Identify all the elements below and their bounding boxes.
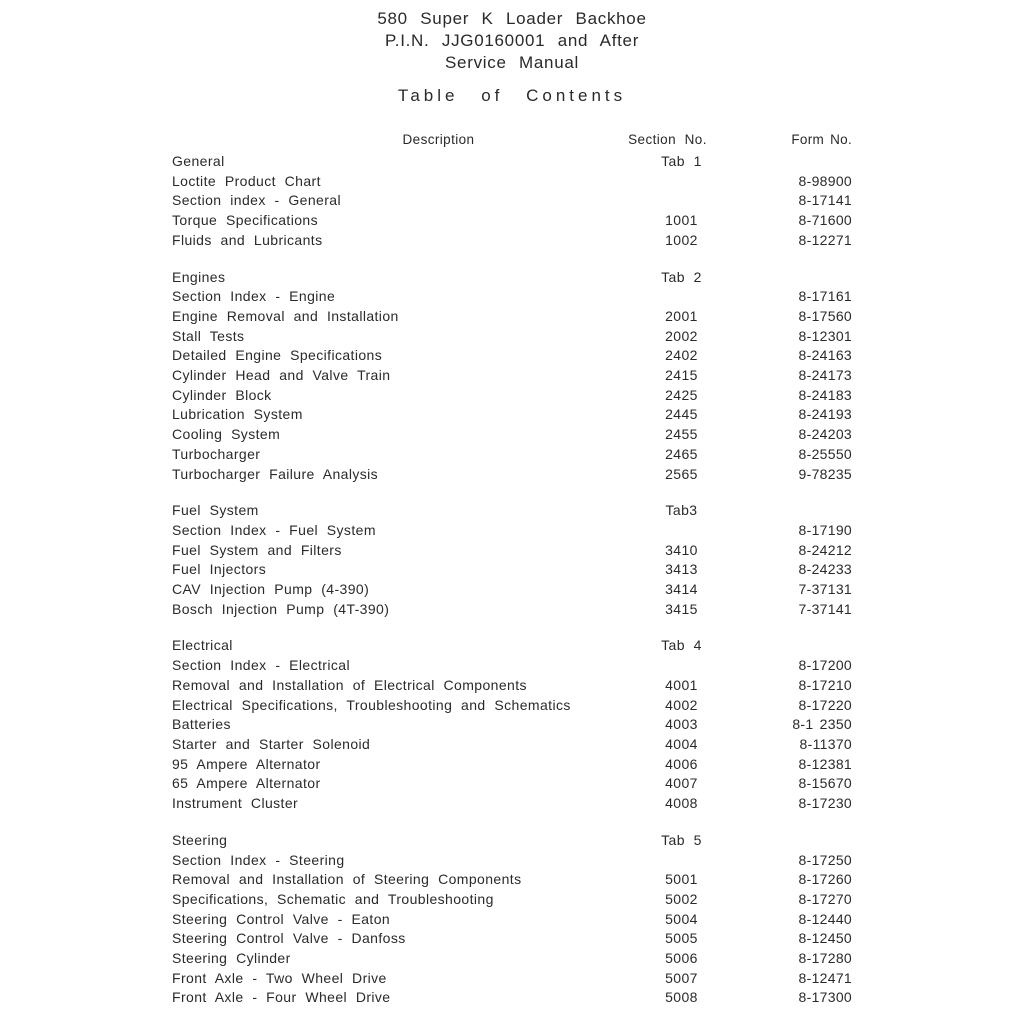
toc-entry-row: [172, 172, 852, 192]
toc-entry-row-description: Stall Tests: [172, 327, 245, 344]
toc-entry-row-form-no: 8-24173: [798, 367, 852, 384]
toc-entry-row: [172, 425, 852, 445]
toc-entry-row: [172, 774, 852, 794]
toc-entry-row: [172, 465, 852, 485]
toc-entry-row-description: Section Index - Steering: [172, 851, 345, 868]
toc-entry-row-description: Section Index - Fuel System: [172, 521, 376, 538]
toc-entry-row-description: Specifications, Schematic and Troubleshooting: [172, 890, 494, 907]
toc-column-headers: [172, 130, 852, 152]
toc-entry-row-description: Removal and Installation of Steering Components: [172, 871, 522, 888]
toc-entry-row-form-no: 8-12471: [798, 969, 852, 986]
toc-entry-row: [172, 735, 852, 755]
toc-entry-row-section-no: 2002: [665, 327, 698, 344]
toc-entry-row-description: Instrument Cluster: [172, 795, 299, 812]
toc-entry-row: [172, 327, 852, 347]
toc-entry-row-section-no: [610, 172, 725, 192]
toc-entry-row-description: 95 Ampere Alternator: [172, 755, 321, 772]
toc-entry-row-section-no: 5007: [665, 969, 698, 986]
column-header-section-no: Section No.: [628, 132, 707, 147]
toc-entry-row: [172, 211, 852, 231]
section-header-row: [172, 152, 852, 172]
section-header-row-section-no: Tab3: [665, 502, 698, 519]
toc-entry-row-section-no: 4004: [665, 735, 698, 752]
column-header-form-no: Form No.: [791, 132, 852, 147]
toc-entry-row-form-no: 8-17560: [798, 307, 852, 324]
toc-entry-row-section-no: 2415: [665, 367, 698, 384]
toc-entry-row-section-no: 5005: [665, 930, 698, 947]
toc-entry-row: [172, 870, 852, 890]
toc-entry-row: [172, 715, 852, 735]
toc-entry-row-section-no: 5004: [665, 910, 698, 927]
toc-entry-row-section-no: 2565: [665, 465, 698, 482]
toc-entry-row-description: Lubrication System: [172, 406, 303, 423]
toc-entry-row-form-no: 8-17300: [798, 989, 852, 1006]
toc-entry-row-form-no: 8-12381: [798, 755, 852, 772]
section-header-row-form-no: [725, 636, 852, 656]
section-header-row-description: General: [172, 153, 225, 169]
toc-table-body: [172, 152, 852, 1008]
doc-title-line-3: Service Manual: [445, 53, 579, 72]
section-header-row: [172, 636, 852, 656]
toc-entry-row-section-no: 4002: [665, 696, 698, 713]
toc-entry-row-section-no: [610, 521, 725, 541]
toc-entry-row-section-no: 3413: [665, 561, 698, 578]
toc-entry-row-section-no: 4008: [665, 795, 698, 812]
toc-entry-row-form-no: 8-11370: [799, 735, 852, 752]
toc-entry-row-section-no: [610, 851, 725, 871]
toc-entry-row: [172, 890, 852, 910]
toc-entry-row-description: Engine Removal and Installation: [172, 307, 399, 324]
section-header-row-form-no: [725, 501, 852, 521]
toc-entry-row-section-no: 2465: [665, 445, 698, 462]
section-header-row: [172, 501, 852, 521]
toc-entry-row-form-no: 8-17230: [798, 795, 852, 812]
toc-entry-row-form-no: 8-1 2350: [792, 716, 852, 733]
toc-entry-row-description: Cylinder Block: [172, 386, 272, 403]
toc-entry-row-form-no: 8-24212: [798, 541, 852, 558]
toc-entry-row-form-no: 7-37131: [798, 581, 852, 598]
section-header-row-form-no: [725, 831, 852, 851]
toc-entry-row-description: Steering Control Valve - Danfoss: [172, 930, 406, 947]
toc-entry-row-section-no: 4003: [665, 716, 698, 733]
toc-entry-row: [172, 656, 852, 676]
toc-entry-row-section-no: 4001: [665, 676, 698, 693]
section-header-row-section-no: Tab 5: [661, 831, 702, 848]
toc-entry-row: [172, 405, 852, 425]
toc-entry-row-section-no: 2455: [665, 426, 698, 443]
toc-entry-row-form-no: 8-17280: [798, 950, 852, 967]
toc-entry-row: [172, 287, 852, 307]
toc-entry-row: [172, 366, 852, 386]
toc-entry-row: [172, 969, 852, 989]
toc-entry-row: [172, 949, 852, 969]
toc-entry-row-description: Removal and Installation of Electrical Components: [172, 676, 527, 693]
toc-entry-row: [172, 445, 852, 465]
toc-entry-row-form-no: 7-37141: [798, 600, 852, 617]
column-header-description: Description: [402, 132, 475, 147]
toc-entry-row-section-no: 2402: [665, 347, 698, 364]
toc-entry-row-form-no: 8-17141: [798, 192, 852, 209]
toc-entry-row: [172, 346, 852, 366]
toc-entry-row-form-no: 8-12271: [798, 231, 852, 248]
toc-entry-row-form-no: 8-24193: [798, 406, 852, 423]
toc-entry-row: [172, 191, 852, 211]
toc-entry-row: [172, 988, 852, 1008]
toc-entry-row: [172, 521, 852, 541]
toc-entry-row-section-no: 2001: [665, 307, 698, 324]
section-header-row-section-no: Tab 1: [661, 153, 702, 169]
toc-entry-row-section-no: 5006: [665, 950, 698, 967]
doc-title-line-2: P.I.N. JJG0160001 and After: [384, 31, 640, 50]
toc-entry-row-section-no: 5001: [665, 871, 698, 888]
toc-entry-row-section-no: 5008: [665, 989, 698, 1006]
toc-entry-row-section-no: [610, 656, 725, 676]
toc-entry-row-form-no: 8-71600: [798, 212, 852, 229]
toc-entry-row: [172, 910, 852, 930]
toc-entry-row-description: Steering Cylinder: [172, 950, 291, 967]
toc-entry-row-form-no: 8-12440: [798, 910, 852, 927]
toc-entry-row-section-no: [610, 191, 725, 211]
toc-entry-row-form-no: 9-78235: [798, 465, 852, 482]
toc-entry-row: [172, 560, 852, 580]
toc-entry-row-description: Fuel Injectors: [172, 561, 267, 578]
toc-entry-row-section-no: 1001: [665, 212, 698, 229]
toc-entry-row-section-no: 1002: [665, 231, 698, 248]
toc-table: [172, 130, 852, 1008]
toc-entry-row-description: Section Index - Engine: [172, 288, 336, 305]
toc-entry-row-section-no: 3414: [665, 581, 698, 598]
toc-entry-row-form-no: 8-24203: [798, 426, 852, 443]
toc-entry-row-form-no: 8-17250: [798, 851, 852, 868]
section-header-row-description: Fuel System: [172, 502, 259, 519]
toc-entry-row-form-no: 8-24163: [798, 347, 852, 364]
page-title: Table of Contents: [397, 86, 627, 105]
toc-entry-row-description: Front Axle - Four Wheel Drive: [172, 989, 391, 1006]
section-header-row-section-no: Tab 4: [661, 637, 702, 654]
toc-entry-row-description: Batteries: [172, 716, 231, 733]
toc-entry-row-form-no: 8-17161: [798, 288, 852, 305]
section-header-row-section-no: Tab 2: [661, 268, 702, 285]
toc-entry-row-form-no: 8-24233: [798, 561, 852, 578]
toc-entry-row-section-no: 4006: [665, 755, 698, 772]
toc-entry-row: [172, 580, 852, 600]
toc-entry-row-section-no: 2425: [665, 386, 698, 403]
section-header-row-description: Steering: [172, 831, 228, 848]
doc-title-line-1: 580 Super K Loader Backhoe: [377, 9, 647, 28]
toc-entry-row: [172, 231, 852, 251]
toc-entry-row-description: 65 Ampere Alternator: [172, 775, 321, 792]
toc-entry-row-description: Section index - General: [172, 192, 342, 209]
toc-entry-row-description: Turbocharger: [172, 445, 261, 462]
toc-entry-row: [172, 676, 852, 696]
toc-entry-row-description: Loctite Product Chart: [172, 172, 321, 189]
toc-entry-row-form-no: 8-24183: [798, 386, 852, 403]
section-header-row: [172, 268, 852, 288]
toc-entry-row: [172, 794, 852, 814]
section-header-row-form-no: [725, 268, 852, 288]
toc-entry-row: [172, 755, 852, 775]
toc-entry-row-description: Torque Specifications: [172, 212, 318, 229]
toc-entry-row-description: Steering Control Valve - Eaton: [172, 910, 391, 927]
toc-entry-row: [172, 851, 852, 871]
toc-entry-row-form-no: 8-17220: [798, 696, 852, 713]
toc-entry-row-description: Electrical Specifications, Troubleshooting and Schematics: [172, 696, 571, 713]
toc-entry-row-section-no: [610, 287, 725, 307]
toc-entry-row-description: Cooling System: [172, 426, 281, 443]
toc-entry-row-section-no: 5002: [665, 890, 698, 907]
toc-entry-row-section-no: 4007: [665, 775, 698, 792]
toc-entry-row-form-no: 8-15670: [798, 775, 852, 792]
toc-entry-row-form-no: 8-98900: [798, 172, 852, 189]
toc-entry-row-form-no: 8-17270: [798, 890, 852, 907]
toc-entry-row-description: Bosch Injection Pump (4T-390): [172, 600, 390, 617]
toc-entry-row-description: Section Index - Electrical: [172, 657, 350, 674]
toc-entry-row: [172, 696, 852, 716]
toc-entry-row-section-no: 3410: [665, 541, 698, 558]
toc-entry-row-description: Front Axle - Two Wheel Drive: [172, 969, 387, 986]
toc-entry-row: [172, 541, 852, 561]
toc-entry-row-form-no: 8-25550: [798, 445, 852, 462]
section-header-row: [172, 831, 852, 851]
toc-entry-row-section-no: 3415: [665, 600, 698, 617]
toc-entry-row-form-no: 8-12450: [798, 930, 852, 947]
toc-entry-row-description: Cylinder Head and Valve Train: [172, 367, 391, 384]
toc-entry-row-section-no: 2445: [665, 406, 698, 423]
toc-entry-row-description: Turbocharger Failure Analysis: [172, 465, 379, 482]
toc-entry-row-description: CAV Injection Pump (4-390): [172, 581, 370, 598]
section-header-row-form-no: [725, 152, 852, 172]
toc-entry-row-form-no: 8-17200: [798, 657, 852, 674]
toc-entry-row-form-no: 8-12301: [798, 327, 852, 344]
section-header-row-description: Engines: [172, 268, 226, 285]
toc-entry-row-description: Starter and Starter Solenoid: [172, 735, 371, 752]
toc-entry-row-description: Fuel System and Filters: [172, 541, 342, 558]
toc-entry-row: [172, 307, 852, 327]
toc-entry-row-form-no: 8-17260: [798, 871, 852, 888]
toc-entry-row-description: Fluids and Lubricants: [172, 231, 323, 248]
toc-entry-row-description: Detailed Engine Specifications: [172, 347, 383, 364]
document-header: [0, 8, 1024, 107]
toc-entry-row: [172, 929, 852, 949]
toc-entry-row: [172, 600, 852, 620]
toc-entry-row: [172, 386, 852, 406]
toc-entry-row-form-no: 8-17210: [798, 676, 852, 693]
section-header-row-description: Electrical: [172, 637, 233, 654]
toc-entry-row-form-no: 8-17190: [798, 521, 852, 538]
